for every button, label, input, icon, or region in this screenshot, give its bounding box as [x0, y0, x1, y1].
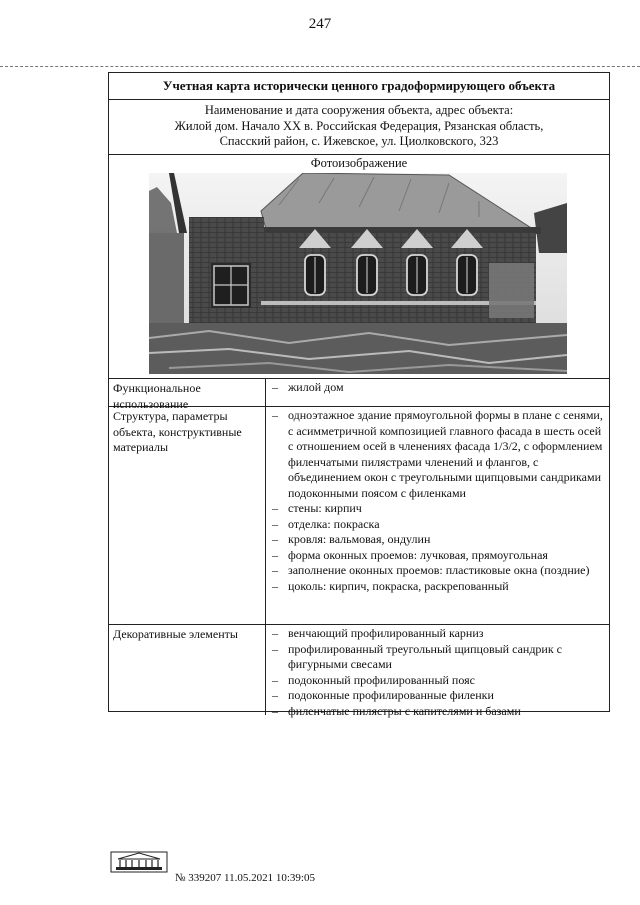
list-item: – подоконные профилированные филенки — [272, 688, 494, 702]
registry-logo — [110, 851, 168, 873]
row-content — [266, 379, 609, 406]
card-title: Учетная карта исторически ценного градоформирующего объекта — [109, 73, 609, 100]
list-item: – форма оконных проемов: лучковая, прямоугольная — [272, 547, 548, 562]
row-label: Декоративные элементы — [109, 625, 266, 715]
list-item: – филенчатые пилястры с капителями и базами — [272, 703, 521, 718]
row-function — [109, 379, 609, 411]
row-structure — [109, 407, 609, 625]
object-info — [109, 100, 609, 155]
object-info-line: Жилой дом. Начало XX в. Российская Федерация, Рязанская область, — [174, 118, 544, 133]
top-divider — [0, 66, 640, 67]
list-item: – подоконный профилированный пояс — [272, 672, 475, 687]
row-decorative — [109, 625, 609, 718]
object-info-line: Наименование и дата сооружения объекта, адрес объекта: — [204, 103, 514, 117]
photo-cell — [109, 155, 609, 379]
row-label: Структура, параметры объекта, конструктивные материалы — [109, 407, 266, 624]
list-item: – венчающий профилированный карниз — [272, 626, 484, 640]
row-content — [266, 625, 609, 718]
list-item: – заполнение оконных проемов: пластиковые окна (поздние) — [272, 563, 590, 577]
accounting-card — [108, 72, 610, 718]
list-item: – одноэтажное здание прямоугольной формы в плане с сенями, с асимметричной композицией главного фасада в шесть осей с отношением осей в членениях фасада 1/3/2, с оформлением филенчатыми пилястрами членений и флангов, с объединением окон с треугольными щипцовыми сандриками подоконными поясом с филенками — [272, 408, 603, 500]
list-item: – жилой дом — [272, 380, 344, 394]
list-item: – стены: кирпич — [272, 501, 362, 515]
document-stamp: № 339207 11.05.2021 10:39:05 — [175, 872, 315, 884]
photo-caption: Фотоизображение — [310, 156, 408, 170]
building-photo — [149, 173, 567, 374]
page-number: 247 — [308, 16, 332, 32]
row-label: Функциональное использование — [109, 379, 266, 406]
object-info-line: Спасский район, с. Ижевское, ул. Циолковского, 323 — [219, 134, 499, 148]
list-item: – кровля: вальмовая, ондулин — [272, 532, 431, 546]
list-item: – профилированный треугольный щипцовый сандрик с фигурными свесами — [272, 641, 563, 671]
row-content — [266, 407, 609, 624]
list-item: – отделка: покраска — [272, 516, 380, 531]
list-item: – цоколь: кирпич, покраска, раскрепованный — [272, 578, 509, 593]
